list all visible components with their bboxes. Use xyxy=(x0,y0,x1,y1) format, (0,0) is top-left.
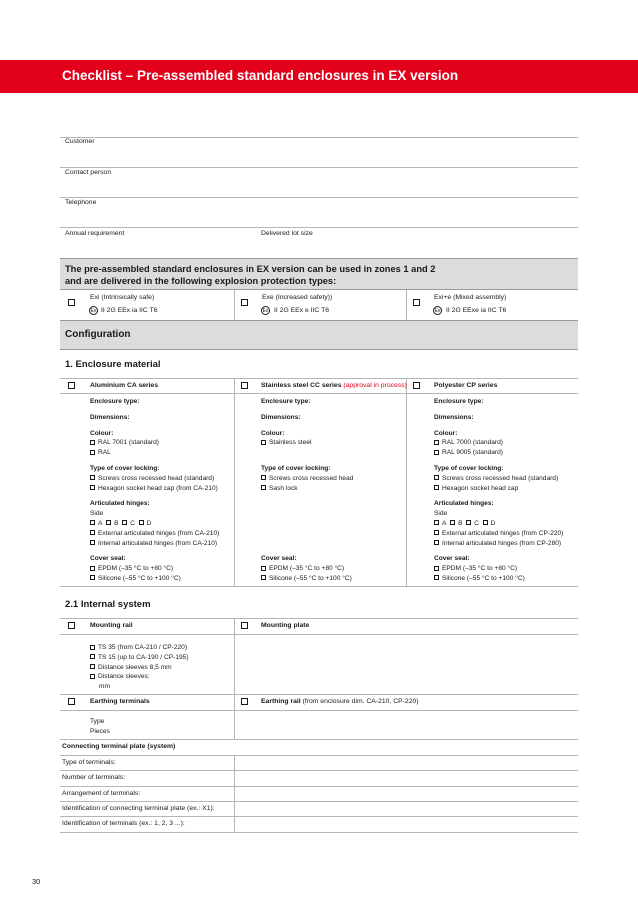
hinges-label: Articulated hinges: xyxy=(90,500,150,508)
option-item[interactable]: RAL xyxy=(90,448,219,458)
option-item[interactable]: Silicone (–55 °C to +100 °C) xyxy=(434,574,563,584)
terminal-row-label: Identification of terminals (ex.: 1, 2, 3 ...): xyxy=(62,820,185,827)
divider xyxy=(60,586,578,587)
protection-exie-checkbox[interactable] xyxy=(413,299,420,306)
colour-label: Colour: xyxy=(90,429,114,437)
mounting-rail-label: Mounting rail xyxy=(90,622,133,629)
option-item[interactable]: EPDM (–35 °C to +80 °C) xyxy=(90,564,219,574)
ex-symbol-icon: Ex xyxy=(434,308,441,314)
checkbox-icon xyxy=(90,485,95,490)
terminal-row-label: Type of terminals: xyxy=(62,759,116,766)
option-item[interactable]: Hexagon socket head cap xyxy=(434,484,563,494)
divider xyxy=(60,801,578,802)
type-label: Type xyxy=(90,718,105,725)
earthing-fields xyxy=(90,717,110,737)
option-item[interactable]: Screws cross recessed head (standard) xyxy=(434,474,563,484)
zones-heading-line1: The pre-assembled standard enclosures in EX version can be used in zones 1 and 2 xyxy=(65,264,436,274)
divider xyxy=(60,137,578,138)
enclosure-type-label: Enclosure type: xyxy=(261,398,311,405)
terminal-row-label: Arrangement of terminals: xyxy=(62,790,141,797)
divider xyxy=(234,378,235,586)
stainless-options xyxy=(261,397,353,584)
customer-label: Customer xyxy=(65,138,95,145)
page-title: Checklist – Pre-assembled standard enclosures in EX version xyxy=(62,68,459,83)
section2-heading: 2.1 Internal system xyxy=(65,599,151,610)
cover-locking-label: Type of cover locking: xyxy=(261,464,331,472)
earthing-rail-note: (from enclosure dim. CA-210, CP-220) xyxy=(302,698,419,705)
divider xyxy=(406,290,407,320)
checkbox-icon xyxy=(90,530,95,535)
dimensions-label: Dimensions: xyxy=(261,413,301,421)
checkbox-icon xyxy=(434,440,439,445)
cover-locking-label: Type of cover locking: xyxy=(90,464,160,472)
hinges-label: Articulated hinges: xyxy=(434,500,494,508)
cover-seal-label: Cover seal: xyxy=(261,555,297,563)
checkbox-icon xyxy=(90,540,95,545)
section1-heading: 1. Enclosure material xyxy=(65,359,161,370)
divider xyxy=(60,167,578,168)
material-polyester-label: Polyester CP series xyxy=(434,382,498,389)
option-item[interactable]: Distance sleeves 8,5 mm xyxy=(90,663,189,673)
divider xyxy=(234,618,235,739)
rail-options xyxy=(90,643,189,692)
dimensions-label: Dimensions: xyxy=(90,413,130,421)
earthing-rail-checkbox[interactable] xyxy=(241,698,248,705)
material-stainless-label: Stainless steel CC series xyxy=(261,382,342,389)
checkbox-icon xyxy=(434,540,439,545)
earthing-terminals-checkbox[interactable] xyxy=(68,698,75,705)
checkbox-icon xyxy=(90,575,95,580)
option-item[interactable]: Screws cross recessed head xyxy=(261,474,353,484)
checkbox-icon xyxy=(90,664,95,669)
divider xyxy=(60,755,578,756)
option-item[interactable]: EPDM (–35 °C to +80 °C) xyxy=(261,564,353,574)
checkbox-icon xyxy=(90,674,95,679)
protection-exe-checkbox[interactable] xyxy=(241,299,248,306)
material-polyester-checkbox[interactable] xyxy=(413,382,420,389)
zones-heading-box xyxy=(60,258,578,290)
checkbox-icon xyxy=(434,450,439,455)
option-item[interactable]: RAL 7000 (standard) xyxy=(434,438,563,448)
cover-seal-label: Cover seal: xyxy=(90,555,126,563)
hinge-sides[interactable]: A B C D xyxy=(90,519,219,529)
divider xyxy=(60,694,578,695)
annual-requirement-label: Annual requirement xyxy=(65,230,125,237)
delivered-lot-size-label: Delivered lot size xyxy=(261,230,313,237)
option-item[interactable]: External articulated hinges (from CP-220) xyxy=(434,529,563,539)
checkbox-icon xyxy=(90,654,95,659)
option-item[interactable]: EPDM (–35 °C to +80 °C) xyxy=(434,564,563,574)
dimensions-label: Dimensions: xyxy=(434,413,474,421)
aluminium-options xyxy=(90,397,219,584)
divider xyxy=(60,227,578,228)
divider xyxy=(60,739,578,740)
checkbox-icon xyxy=(434,485,439,490)
enclosure-type-label: Enclosure type: xyxy=(90,398,140,405)
checkbox-icon xyxy=(90,440,95,445)
earthing-terminals-label: Earthing terminals xyxy=(90,698,150,705)
checkbox-icon xyxy=(434,566,439,571)
configuration-heading: Configuration xyxy=(65,329,131,340)
terminal-row-label: Identification of connecting terminal plate (ex.: X1): xyxy=(62,805,215,812)
protection-exe-code: II 2G EEx e IIC T6 xyxy=(274,307,330,314)
checkbox-icon xyxy=(261,575,266,580)
option-item[interactable]: Silicone (–55 °C to +100 °C) xyxy=(261,574,353,584)
material-aluminium-checkbox[interactable] xyxy=(68,382,75,389)
title-banner xyxy=(0,60,638,93)
terminal-row-label: Number of terminals: xyxy=(62,774,126,781)
option-item[interactable]: External articulated hinges (from CA-210) xyxy=(90,529,219,539)
configuration-box xyxy=(60,320,578,350)
checkbox-icon xyxy=(434,575,439,580)
divider xyxy=(60,197,578,198)
checkbox-icon xyxy=(261,475,266,480)
option-item[interactable]: Screws cross recessed head (standard) xyxy=(90,474,219,484)
checkbox-icon xyxy=(90,475,95,480)
divider xyxy=(60,710,578,711)
checkbox-icon xyxy=(90,645,95,650)
divider xyxy=(234,755,235,832)
option-item[interactable]: Hexagon socket head cap (from CA-210) xyxy=(90,484,219,494)
protection-exi-checkbox[interactable] xyxy=(68,299,75,306)
mounting-plate-label: Mounting plate xyxy=(261,622,310,629)
cover-locking-label: Type of cover locking: xyxy=(434,464,504,472)
pieces-label: Pieces xyxy=(90,727,110,735)
option-item[interactable]: Distance sleeves: xyxy=(90,672,189,682)
protection-exi-code: II 2G EEx ia IIC T6 xyxy=(101,307,158,314)
divider xyxy=(60,634,578,635)
protection-exie-code: II 2G EExe ia IIC T6 xyxy=(446,307,507,314)
checkbox-icon xyxy=(261,485,266,490)
connecting-plate-heading: Connecting terminal plate (system) xyxy=(62,743,176,750)
cover-seal-label: Cover seal: xyxy=(434,555,470,563)
divider xyxy=(60,786,578,787)
checkbox-icon xyxy=(434,475,439,480)
option-item[interactable]: Silicone (–55 °C to +100 °C) xyxy=(90,574,219,584)
option-item[interactable]: Internal articulated hinges (from CA-210) xyxy=(90,539,219,549)
option-item[interactable]: RAL 9005 (standard) xyxy=(434,448,563,458)
protection-exi-label: Exi (Intrinsically safe) xyxy=(90,294,155,301)
checkbox-icon xyxy=(261,566,266,571)
approval-note: (approval in process) xyxy=(343,382,407,389)
page-number: 30 xyxy=(32,877,41,886)
protection-exe-label: Exe (Increased safety)) xyxy=(262,294,333,301)
mounting-plate-checkbox[interactable] xyxy=(241,622,248,629)
material-stainless-checkbox[interactable] xyxy=(241,382,248,389)
ex-symbol-icon: Ex xyxy=(90,308,97,314)
zones-heading-line2: and are delivered in the following explosion protection types: xyxy=(65,275,337,286)
option-item[interactable]: Stainless steel xyxy=(261,438,353,448)
option-item[interactable]: RAL 7001 (standard) xyxy=(90,438,219,448)
divider xyxy=(60,393,578,394)
option-item[interactable]: Sash lock xyxy=(261,484,353,494)
telephone-label: Telephone xyxy=(65,199,97,206)
divider xyxy=(60,378,578,379)
checkbox-icon xyxy=(90,566,95,571)
side-label: Side xyxy=(434,510,448,518)
enclosure-type-label: Enclosure type: xyxy=(434,398,484,405)
mounting-rail-checkbox[interactable] xyxy=(68,622,75,629)
material-aluminium-label: Aluminium CA series xyxy=(90,382,159,389)
hinge-sides[interactable]: A B C D xyxy=(434,519,563,529)
option-item[interactable]: TS 35 (from CA-210 / CP-220) xyxy=(90,643,189,653)
polyester-options xyxy=(434,397,563,584)
divider xyxy=(60,618,578,619)
contact-person-label: Contact person xyxy=(65,169,112,176)
earthing-rail-label: Earthing rail xyxy=(261,698,301,705)
divider xyxy=(60,770,578,771)
divider xyxy=(406,378,407,586)
side-label: Side xyxy=(90,510,104,518)
ex-symbol-icon: Ex xyxy=(262,308,269,314)
option-item[interactable]: TS 15 (up to CA-190 / CP-195) xyxy=(90,653,189,663)
divider xyxy=(60,816,578,817)
checkbox-icon xyxy=(90,450,95,455)
protection-exie-label: Exi+e (Mixed assembly) xyxy=(434,294,507,301)
checkbox-icon xyxy=(434,530,439,535)
divider xyxy=(60,832,578,833)
colour-label: Colour: xyxy=(261,429,285,437)
checkbox-icon xyxy=(261,440,266,445)
divider xyxy=(234,290,235,320)
colour-label: Colour: xyxy=(434,429,458,437)
rail-unit: mm xyxy=(99,683,110,691)
option-item[interactable]: Internal articulated hinges (from CP-280) xyxy=(434,539,563,549)
